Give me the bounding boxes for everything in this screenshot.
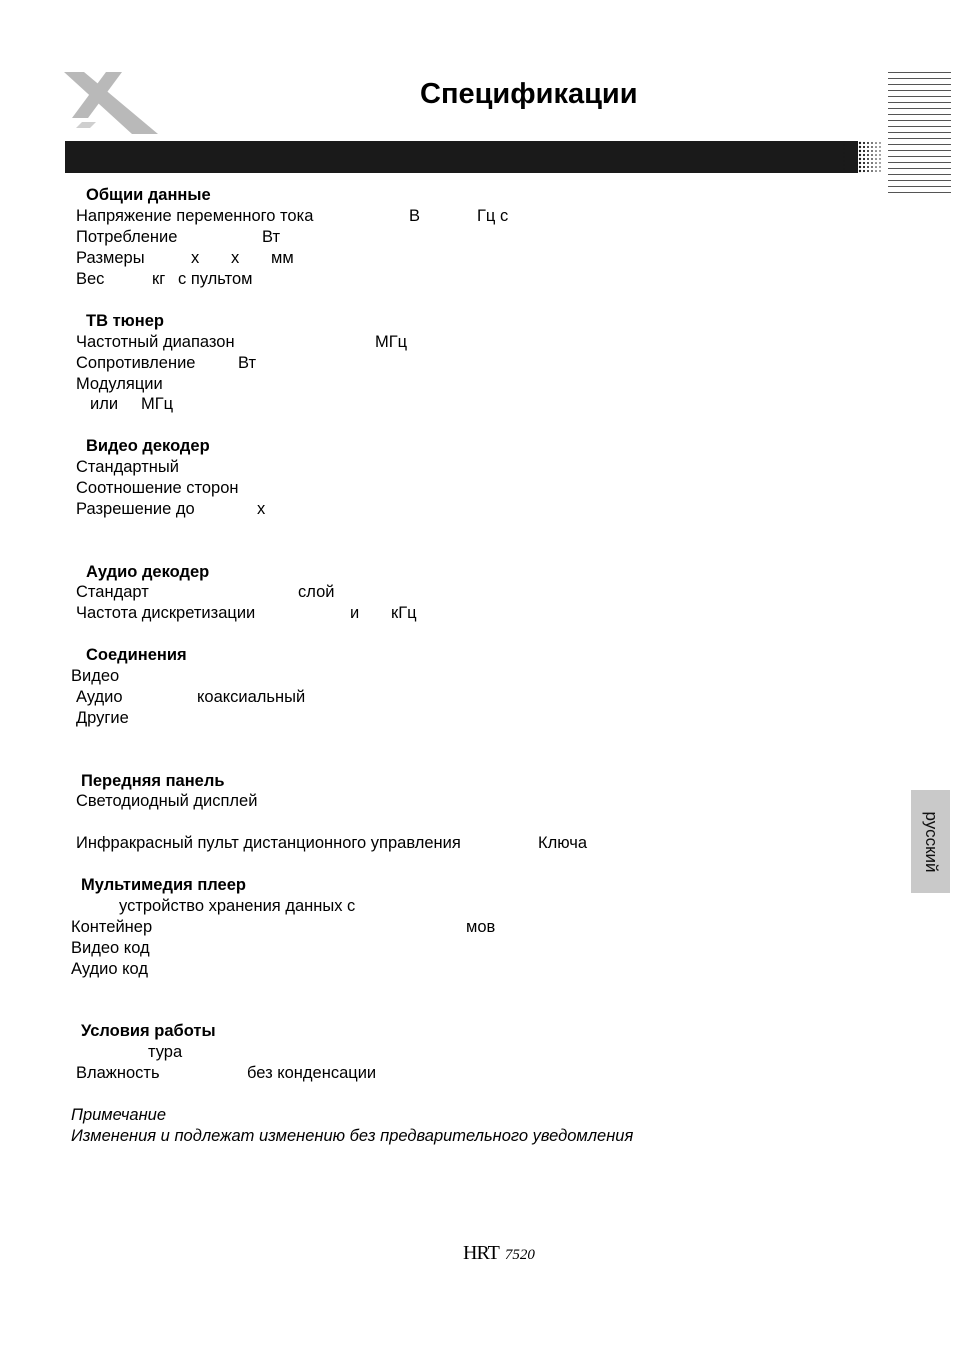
brand-x-logo (62, 68, 162, 136)
section-heading-multimedia: Мультимедия плеер (81, 876, 246, 894)
spec-value: коаксиальный (197, 688, 306, 706)
spec-label: Сопротивление (76, 354, 196, 372)
halftone-dots (842, 141, 882, 173)
spec-label: Разрешение до (76, 500, 195, 518)
section-heading-conditions: Условия работы (81, 1022, 216, 1040)
spec-label: Видео код (71, 939, 150, 957)
spec-label: Потребление (76, 228, 178, 246)
spec-value: и (350, 604, 360, 622)
header-bar (65, 141, 858, 173)
spec-label: Стандартный (76, 458, 179, 476)
spec-label: Аудио код (71, 960, 148, 978)
note-text: Изменения и подлежат изменению без предварительного уведомления (71, 1127, 634, 1145)
spec-value: с пультом (178, 270, 253, 288)
spec-label: Светодиодный дисплей (76, 792, 258, 810)
spec-value: x (257, 500, 266, 518)
spec-value: В (409, 207, 421, 225)
decorative-stripes (888, 72, 951, 198)
spec-value: без конденсации (247, 1064, 377, 1082)
spec-label: Видео (71, 667, 120, 685)
spec-value: Вт (238, 354, 257, 372)
spec-value: устройство хранения данных с (119, 897, 356, 915)
spec-label: Аудио (76, 688, 123, 706)
spec-value: Гц с (477, 207, 509, 225)
spec-value: кГц (391, 604, 417, 622)
section-heading-front: Передняя панель (81, 772, 225, 790)
spec-label: Размеры (76, 249, 145, 267)
spec-value: слой (298, 583, 335, 601)
spec-value: МГц (141, 395, 174, 413)
spec-label: Контейнер (71, 918, 153, 936)
footer-brand: HRT (463, 1242, 499, 1264)
spec-label: Частотный диапазон (76, 333, 235, 351)
spec-label: Стандарт (76, 583, 149, 601)
spec-value: МГц (375, 333, 408, 351)
spec-label: Вес (76, 270, 105, 288)
spec-value: мм (271, 249, 294, 267)
spec-label: Влажность (76, 1064, 160, 1082)
note-label: Примечание (71, 1106, 167, 1124)
spec-label: Инфракрасный пульт дистанционного управления (76, 834, 461, 852)
spec-value: Ключа (538, 834, 588, 852)
section-heading-general: Общии данные (86, 186, 211, 204)
language-tab-label: русский (921, 810, 941, 873)
section-heading-video: Видео декодер (86, 437, 210, 455)
page-title: Спецификации (420, 78, 638, 110)
spec-label: Модуляции (76, 375, 163, 393)
section-heading-connections: Соединения (86, 646, 187, 664)
spec-label: Напряжение переменного тока (76, 207, 314, 225)
language-tab (911, 790, 950, 893)
spec-value: x (231, 249, 240, 267)
footer-model-number: 7520 (504, 1247, 535, 1263)
section-heading-tuner: ТВ тюнер (86, 312, 164, 330)
spec-label: Другие (76, 709, 129, 727)
spec-value: кг (152, 270, 166, 288)
spec-value: Вт (262, 228, 281, 246)
spec-value: x (191, 249, 200, 267)
section-heading-audio: Аудио декодер (86, 563, 210, 581)
spec-value: тура (148, 1043, 183, 1061)
spec-value: мов (466, 918, 496, 936)
spec-value: или (90, 395, 119, 413)
spec-label: Частота дискретизации (76, 604, 256, 622)
footer-model (463, 1242, 535, 1265)
spec-label: Соотношение сторон (76, 479, 239, 497)
